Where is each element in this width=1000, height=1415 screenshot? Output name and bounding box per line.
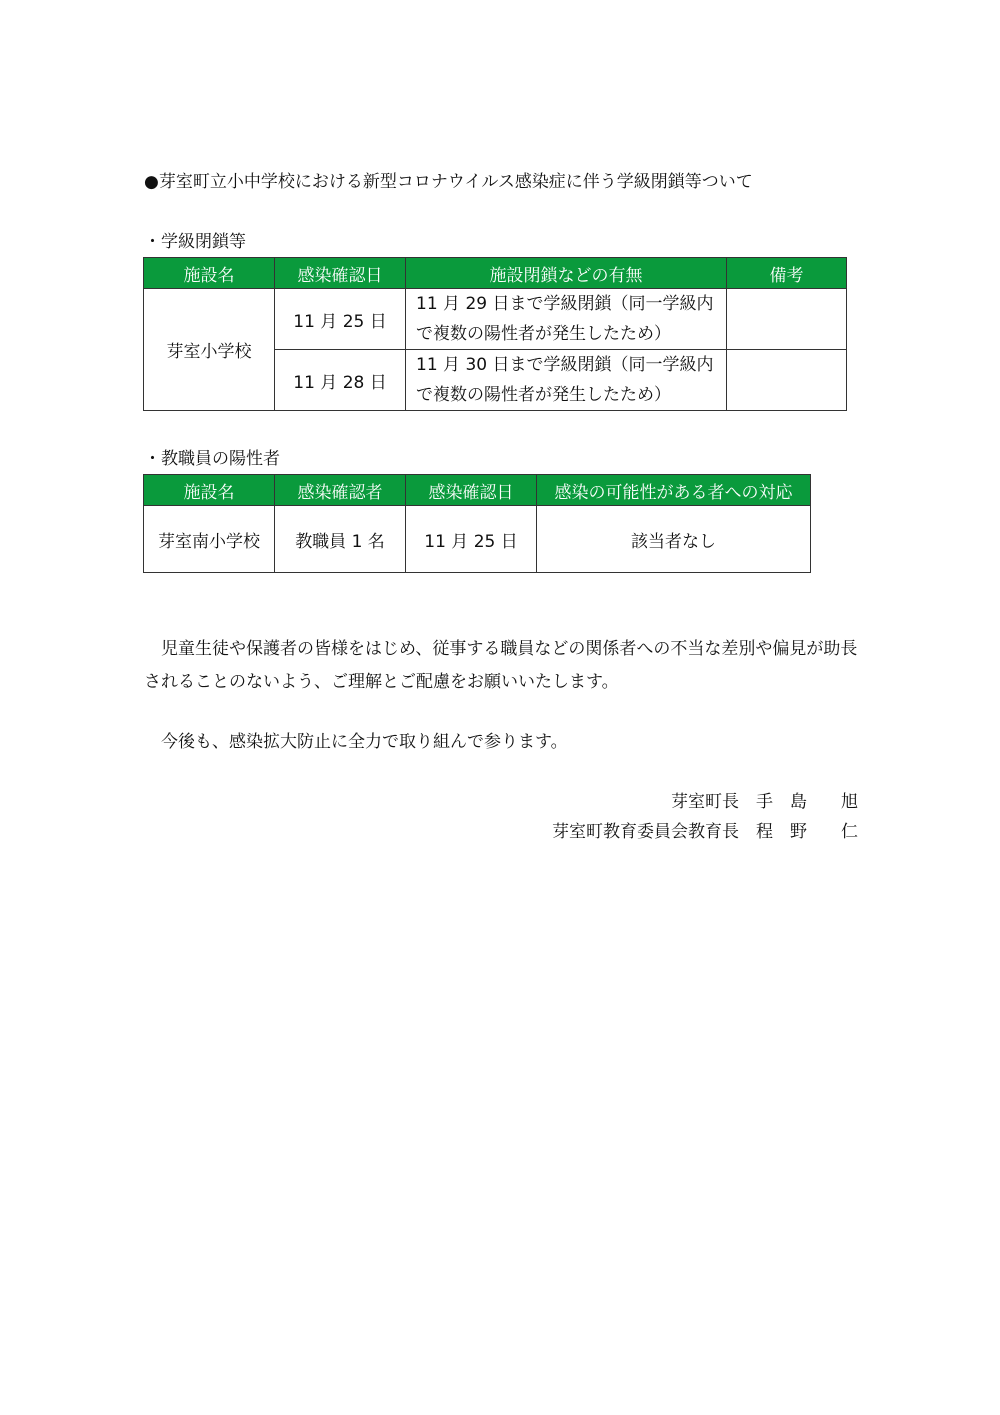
confirm-date-cell: 11 月 25 日 [275, 289, 406, 350]
header-confirm-date: 感染確認日 [275, 258, 406, 289]
confirmed-person-cell: 教職員 1 名 [275, 506, 406, 573]
staff-positive-section-label: ・教職員の陽性者 [144, 449, 280, 469]
header-closure-status: 施設閉鎖などの有無 [406, 258, 727, 289]
table-header-row [144, 475, 811, 506]
header-confirmed-person: 感染確認者 [275, 475, 406, 506]
staff-positive-table [143, 474, 811, 573]
confirm-date-cell: 11 月 25 日 [406, 506, 537, 573]
remarks-cell [727, 350, 847, 411]
header-facility: 施設名 [144, 475, 275, 506]
signature-name: 手 島 旭 [756, 792, 858, 812]
closure-status-line: で複数の陽性者が発生したため） [416, 385, 671, 405]
closure-status-cell [406, 350, 727, 411]
table-row [144, 506, 811, 573]
response-cell: 該当者なし [537, 506, 811, 573]
notice-paragraph: 児童生徒や保護者の皆様をはじめ、従事する職員などの関係者への不当な差別や偏見が助長されることのないよう、ご理解とご配慮をお願いいたします。 [144, 639, 858, 692]
closure-status-line: 11 月 30 日まで学級閉鎖（同一学級内 [416, 355, 714, 375]
table-header-row [144, 258, 847, 289]
header-confirm-date: 感染確認日 [406, 475, 537, 506]
facility-cell: 芽室小学校 [144, 289, 275, 411]
header-response: 感染の可能性がある者への対応 [537, 475, 811, 506]
header-facility: 施設名 [144, 258, 275, 289]
document-title: ●芽室町立小中学校における新型コロナウイルス感染症に伴う学級閉鎖等ついて [144, 172, 753, 192]
remarks-cell [727, 289, 847, 350]
closure-status-cell [406, 289, 727, 350]
signature-title: 芽室町教育委員会教育長 [552, 822, 739, 842]
signature-name: 程 野 仁 [756, 822, 858, 842]
header-remarks: 備考 [727, 258, 847, 289]
closure-status-line: 11 月 29 日まで学級閉鎖（同一学級内 [416, 294, 714, 314]
closure-status-line: で複数の陽性者が発生したため） [416, 324, 671, 344]
facility-cell: 芽室南小学校 [144, 506, 275, 573]
closing-paragraph: 今後も、感染拡大防止に全力で取り組んで参ります。 [161, 732, 568, 752]
class-closure-section-label: ・学級閉鎖等 [144, 232, 246, 252]
signature-title: 芽室町長 [671, 792, 739, 812]
class-closure-table [143, 257, 847, 411]
confirm-date-cell: 11 月 28 日 [275, 350, 406, 411]
table-row [144, 289, 847, 350]
signature-superintendent [552, 820, 858, 844]
signature-mayor [671, 790, 858, 814]
